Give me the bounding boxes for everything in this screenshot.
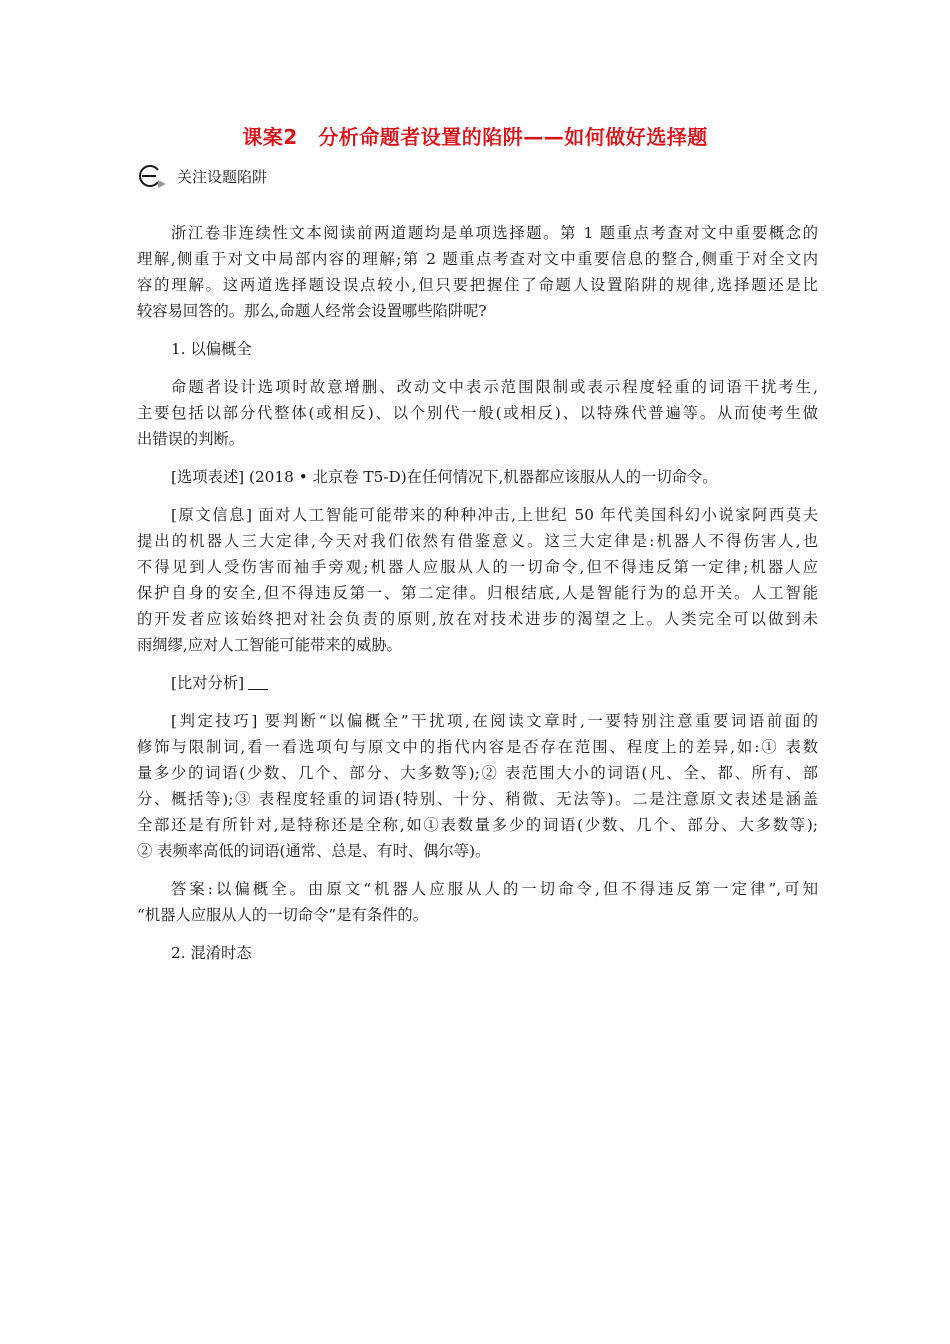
text-line: 分、概括等);③ 表程度轻重的词语(特别、十分、稍微、无法等)。二是注意原文表述是涵盖: [137, 790, 818, 808]
source-info: [137, 502, 818, 658]
text-line: 的开发者应该始终把对社会负责的原则,放在对技术进步的渴望之上。人类完全可以做到未: [137, 610, 818, 628]
subheading: 2. 混淆时态: [171, 944, 252, 962]
text-line: 修饰与限制词,看一看选项句与原文中的指代内容是否存在范围、程度上的差异,如:① 表数: [137, 738, 818, 756]
answer-paragraph: [137, 876, 818, 928]
answer-blank: [248, 673, 268, 690]
text-line: 较容易回答的。那么,命题人经常会设置哪些陷阱呢?: [137, 302, 487, 320]
heading-2: [137, 940, 818, 966]
text-line: 提出的机器人三大定律,今天对我们依然有借鉴意义。这三大定律是:机器人不得伤害人,也: [137, 532, 818, 550]
text-line: [判定技巧] 要判断“以偏概全”干扰项,在阅读文章时,一要特别注意重要词语前面的: [171, 712, 818, 730]
intro-paragraph: [137, 220, 818, 324]
text-line: 出错误的判断。: [137, 430, 245, 448]
page-title: 课案2 分析命题者设置的陷阱——如何做好选择题: [242, 125, 708, 149]
text-line: [137, 670, 818, 696]
text-line: 容的理解。这两道选择题设误点较小,但只要把握住了命题人设置陷阱的规律,选择题还是比: [137, 276, 818, 294]
text-line: 保护自身的安全,但不得违反第一、第二定律。归根结底,人是智能行为的总开关。人工智能: [137, 584, 818, 602]
text-line: 不得见到人受伤害而袖手旁观;机器人应服从人的一切命令,但不得违反第一定律;机器人应: [137, 558, 818, 576]
text-line: 量多少的词语(少数、几个、部分、大多数等);② 表范围大小的词语(凡、全、都、所有、部: [137, 764, 818, 782]
text-line: ② 表频率高低的词语(通常、总是、有时、偶尔等)。: [137, 842, 491, 860]
text-line: 主要包括以部分代整体(或相反)、以个别代一般(或相反)、以特殊代普遍等。从而使考生做: [137, 404, 818, 422]
text-line: 答案:以偏概全。由原文“机器人应服从人的一切命令,但不得违反第一定律”,可知: [171, 880, 818, 898]
text-line: 雨绸缪,应对人工智能可能带来的威胁。: [137, 636, 402, 654]
compare-analysis: [137, 670, 818, 696]
text-line: 命题者设计选项时故意增删、改动文中表示范围限制或表示程度轻重的词语干扰考生,: [171, 378, 818, 396]
paragraph-1: [137, 374, 818, 452]
text-line: [选项表述] (2018 • 北京卷 T5-D)在任何情况下,机器都应该服从人的一切命令。: [171, 468, 718, 486]
judging-skill: [137, 708, 818, 864]
text-line: [原文信息] 面对人工智能可能带来的种种冲击,上世纪 50 年代美国科幻小说家阿西莫夫: [171, 506, 818, 524]
section-label: 关注设题陷阱: [177, 167, 268, 186]
text-line: 理解,侧重于对文中局部内容的理解;第 2 题重点考查对文中重要信息的整合,侧重于对全文内: [137, 250, 818, 268]
circle-minus-arrow-icon: [134, 161, 174, 191]
section-heading: [134, 161, 267, 191]
subheading: 1. 以偏概全: [171, 340, 252, 358]
text-line: “机器人应服从人的一切命令”是有条件的。: [137, 906, 428, 924]
option-statement: [137, 464, 818, 490]
body-content: [137, 220, 818, 966]
heading-1: [137, 336, 818, 362]
text-line: 全部还是有所针对,是特称还是全称,如①表数量多少的词语(少数、几个、部分、大多数等);: [137, 816, 818, 834]
compare-label: [比对分析]: [171, 674, 245, 692]
text-line: 浙江卷非连续性文本阅读前两道题均是单项选择题。第 1 题重点考查对文中重要概念的: [171, 224, 818, 242]
